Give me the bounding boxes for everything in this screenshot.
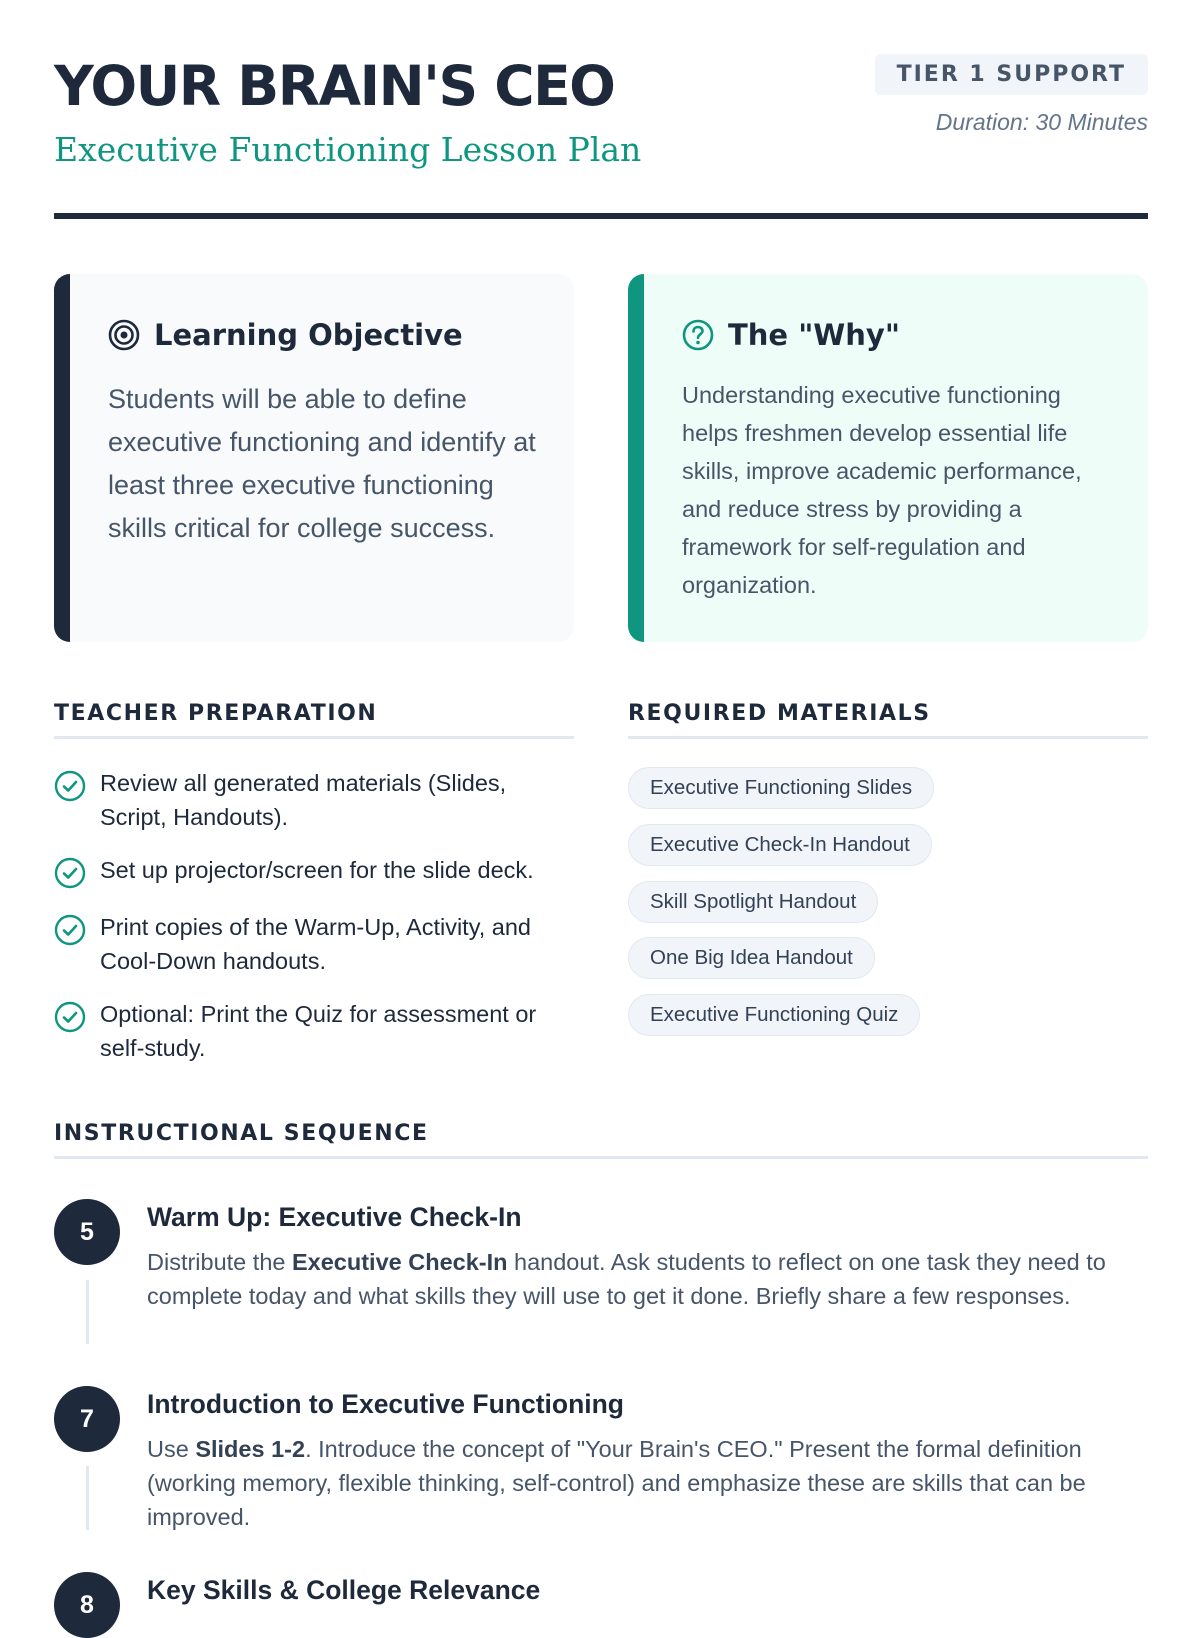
card-body: Understanding executive functioning helps freshmen develop essential life skills, improve academic performance, and reduce stress by providing a framework for self-regulation and organization. <box>682 382 1082 598</box>
step-connector <box>86 1280 89 1344</box>
card-header <box>682 318 900 352</box>
page-title: YOUR BRAIN'S CEO <box>54 54 615 118</box>
card-accent-bar <box>54 274 70 642</box>
tier-badge: TIER 1 SUPPORT <box>875 54 1148 95</box>
header <box>54 0 1148 222</box>
page-subtitle: Executive Functioning Lesson Plan <box>54 130 642 169</box>
step-desc-text: . Introduce the concept of "Your Brain's CEO." Present the formal definition (working memory, flexible thinking, self-control) and emphasize these are skills that can be improved. <box>147 1436 1086 1530</box>
step-title: Key Skills & College Relevance <box>147 1575 541 1605</box>
material-chip: One Big Idea Handout <box>628 937 875 979</box>
step-desc-text: Use <box>147 1436 196 1462</box>
step-desc-text: handout. Ask students to reflect on one task they need to complete today and what skills they will use to get it done. Briefly share a few responses. <box>147 1249 1106 1309</box>
section-divider <box>54 1156 1148 1159</box>
section-divider <box>628 736 1148 739</box>
material-chip: Executive Check-In Handout <box>628 824 932 866</box>
check-circle-icon <box>54 857 86 889</box>
step-desc-emphasis: Executive Check-In <box>291 1249 508 1275</box>
material-chip: Executive Functioning Slides <box>628 767 934 809</box>
check-circle-icon <box>54 914 86 946</box>
prep-item-text: Review all generated materials (Slides, Script, Handouts). <box>100 770 507 830</box>
step-description <box>147 1432 1148 1534</box>
check-circle-icon <box>54 1001 86 1033</box>
step-desc-emphasis: Slides 1-2 <box>195 1436 306 1462</box>
why-card <box>628 274 1148 642</box>
sequence-heading: INSTRUCTIONAL SEQUENCE <box>54 1121 429 1146</box>
step-number: 5 <box>54 1199 120 1265</box>
materials-heading: REQUIRED MATERIALS <box>628 701 931 726</box>
teacher-prep-heading: TEACHER PREPARATION <box>54 701 378 726</box>
prep-item-text: Print copies of the Warm-Up, Activity, and Cool-Down handouts. <box>100 914 531 974</box>
lesson-plan-page <box>54 0 1148 1619</box>
question-circle-icon <box>682 319 714 351</box>
target-icon <box>108 319 140 351</box>
duration-label: Duration: 30 Minutes <box>935 109 1148 135</box>
step-number: 8 <box>54 1572 120 1638</box>
step-title: Warm Up: Executive Check-In <box>147 1202 522 1232</box>
prep-item-text: Set up projector/screen for the slide deck. <box>100 857 534 883</box>
step-description <box>147 1245 1148 1313</box>
card-header <box>108 318 463 352</box>
material-chip: Executive Functioning Quiz <box>628 994 920 1036</box>
step-number: 7 <box>54 1386 120 1452</box>
step-title: Introduction to Executive Functioning <box>147 1389 624 1419</box>
prep-item-text: Optional: Print the Quiz for assessment or self-study. <box>100 1001 537 1061</box>
learning-objective-card <box>54 274 574 642</box>
step-desc-text: Distribute the <box>147 1249 292 1275</box>
step-connector <box>86 1466 89 1530</box>
card-title: The "Why" <box>728 318 900 352</box>
card-accent-bar <box>628 274 644 642</box>
card-title: Learning Objective <box>154 318 463 352</box>
section-divider <box>54 736 574 739</box>
header-divider <box>54 213 1148 219</box>
check-circle-icon <box>54 770 86 802</box>
material-chip: Skill Spotlight Handout <box>628 881 878 923</box>
card-body: Students will be able to define executive functioning and identify at least three executive functioning skills critical for college success. <box>108 384 536 543</box>
